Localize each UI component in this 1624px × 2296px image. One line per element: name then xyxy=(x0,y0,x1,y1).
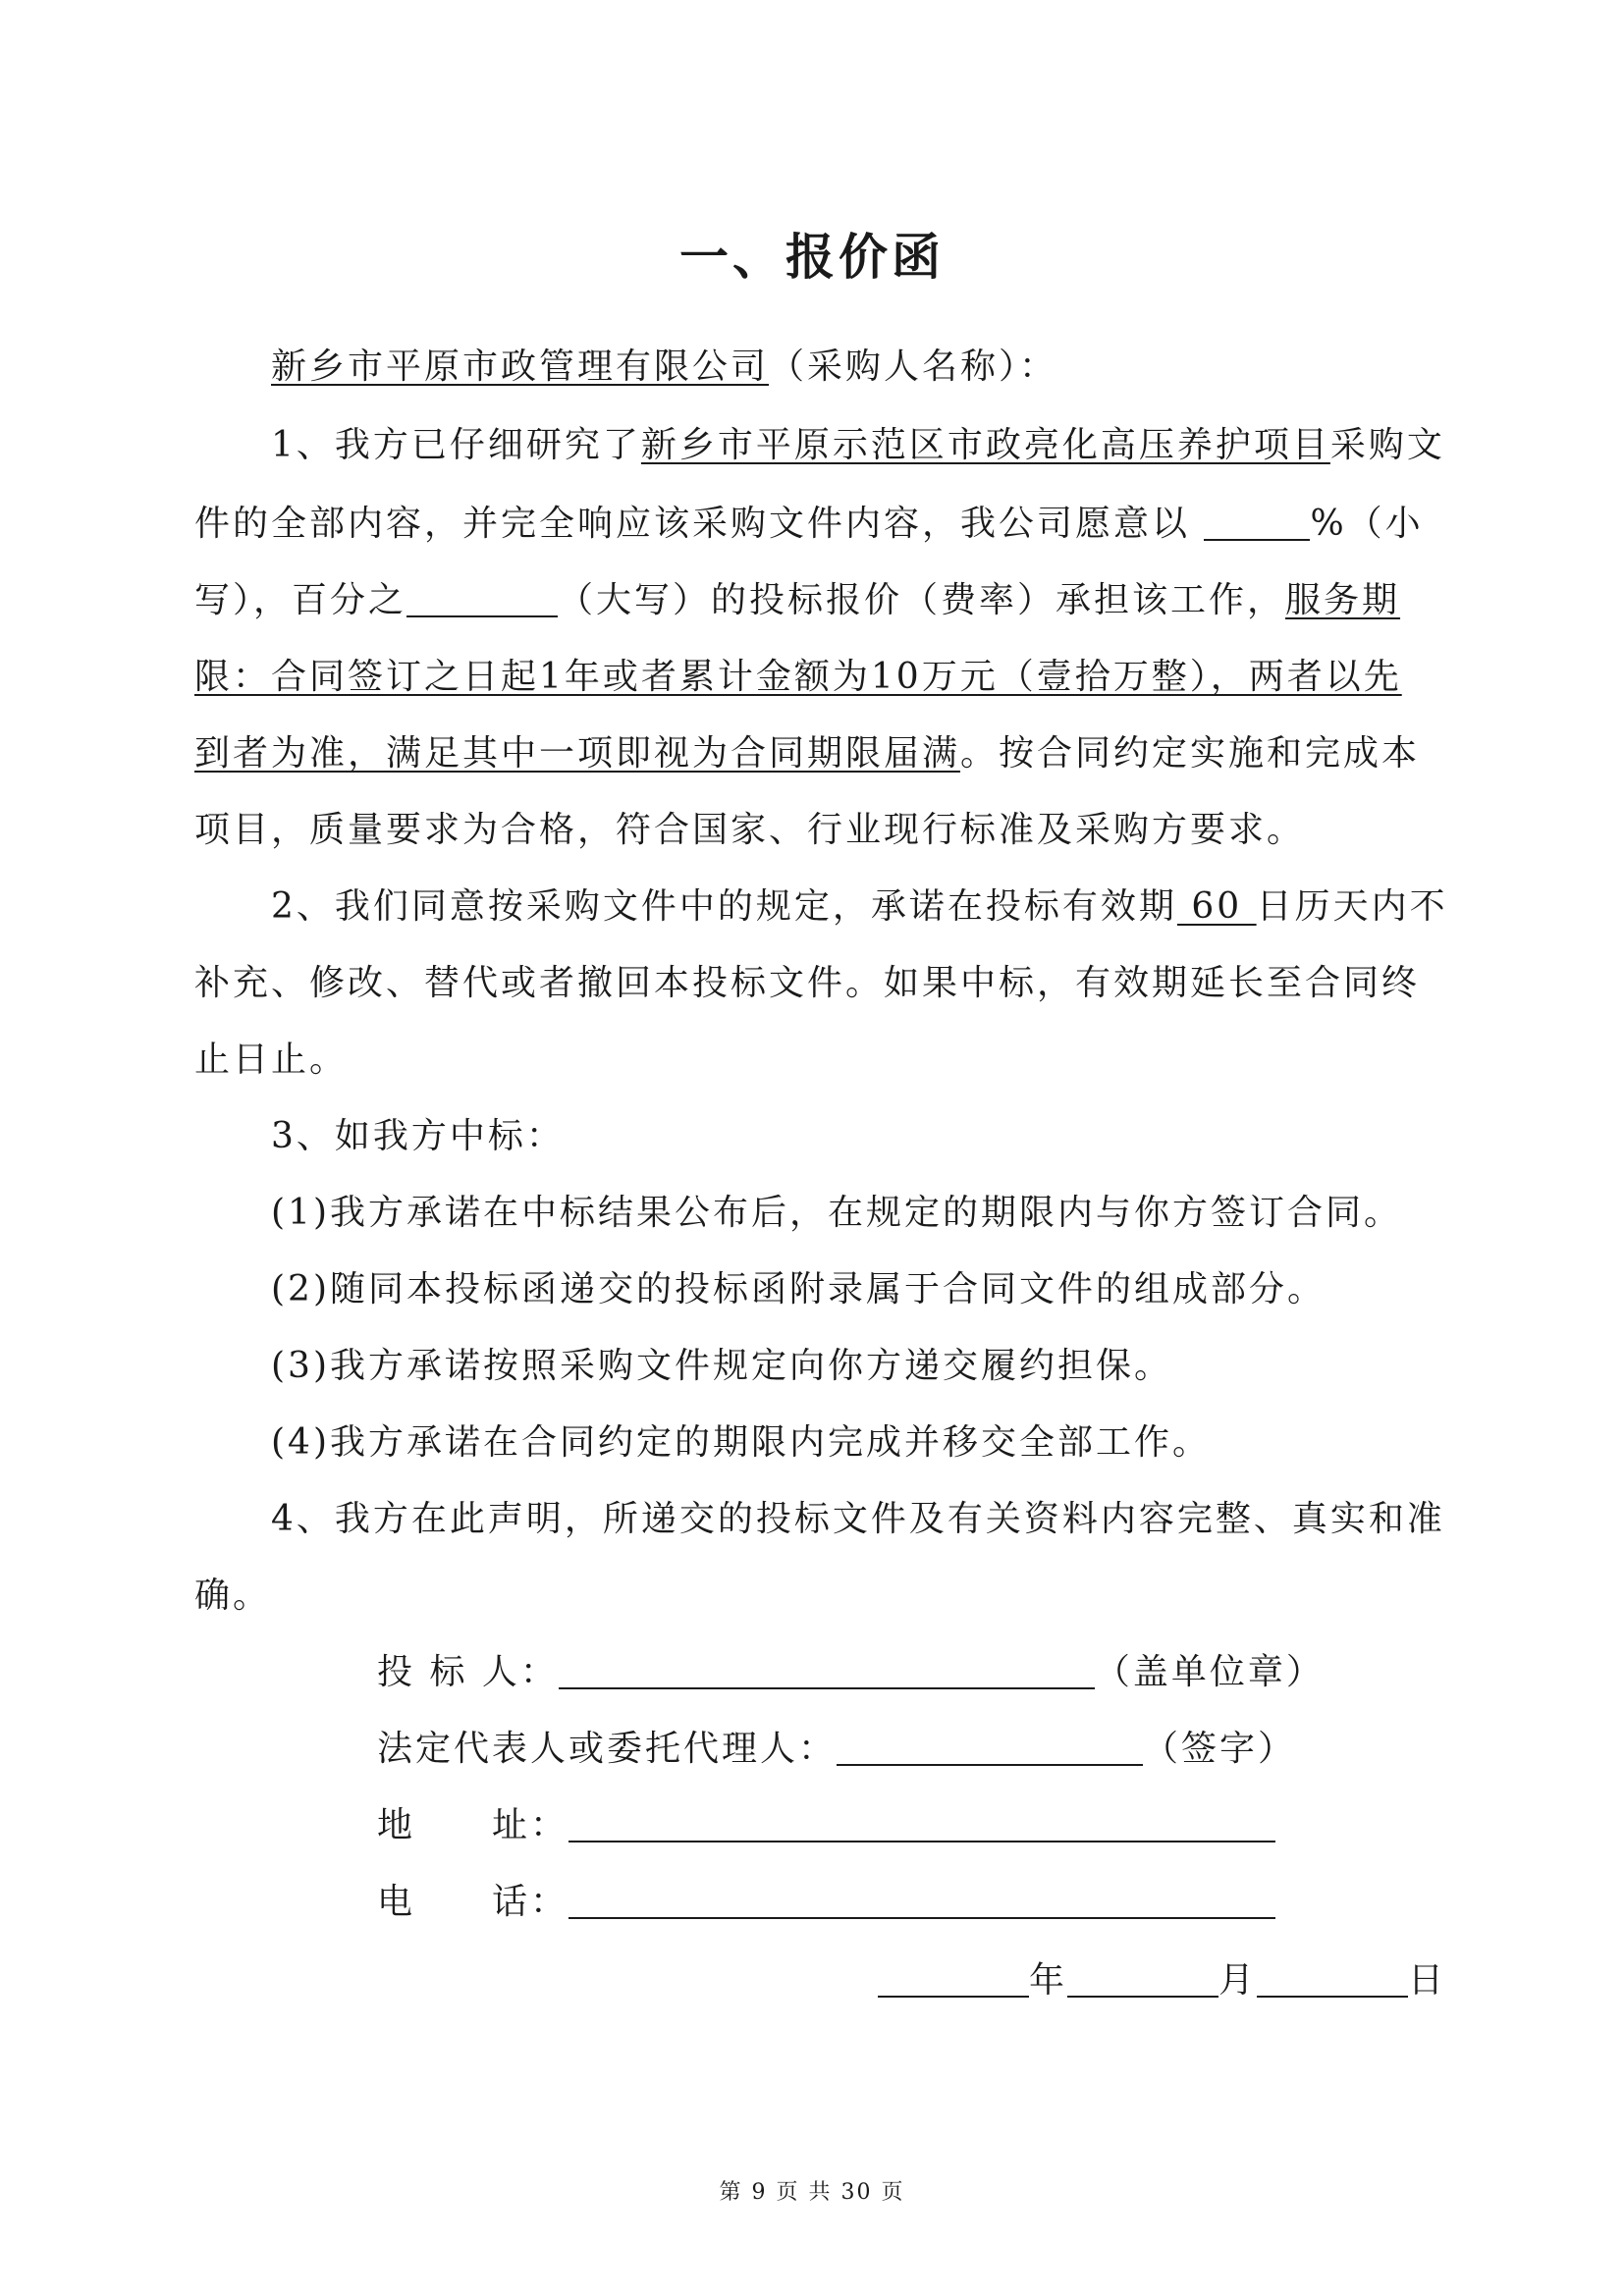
address-line xyxy=(377,1802,1624,1849)
purchaser-name: 新乡市平原市政管理有限公司 xyxy=(271,347,770,387)
phone-blank xyxy=(568,1884,1275,1919)
p3-item-4: (4)我方承诺在合同约定的期限内完成并移交全部工作。 xyxy=(271,1422,1211,1463)
bidder-blank xyxy=(559,1654,1095,1689)
day-blank xyxy=(1257,1962,1408,1998)
representative-blank xyxy=(837,1731,1143,1766)
p1-line-6: 项目，质量要求为合格，符合国家、行业现行标准及采购方要求。 xyxy=(194,810,1306,850)
percent-words-blank xyxy=(406,582,558,617)
p1-text: 件的全部内容，并完全响应该采购文件内容，我公司愿意以 xyxy=(194,504,1191,544)
p2-line-1 xyxy=(271,883,1518,931)
p1-text: 1、我方已仔细研究了 xyxy=(271,425,641,465)
day-label: 日 xyxy=(1408,1960,1447,2001)
p1-line-1 xyxy=(271,422,1518,469)
bidder-line xyxy=(377,1649,1624,1696)
p1-text: %（小 xyxy=(1310,504,1424,544)
p1-line-4: 限：合同签订之日起1年或者累计金额为10万元（壹拾万整），两者以先 xyxy=(194,657,1402,697)
year-blank xyxy=(878,1962,1029,1998)
representative-label: 法定代表人或委托代理人： xyxy=(377,1729,838,1769)
date-line xyxy=(878,1957,1624,2004)
p1-text: 。按合同约定实施和完成本 xyxy=(960,733,1421,774)
p2-line-2: 补充、修改、替代或者撤回本投标文件。如果中标，有效期延长至合同终 xyxy=(194,963,1421,1003)
p2-text: 日历天内不 xyxy=(1256,886,1448,927)
month-label: 月 xyxy=(1218,1960,1258,2001)
p1-text: （大写）的投标报价（费率）承担该工作， xyxy=(558,580,1286,620)
page-title: 一、报价函 xyxy=(679,229,945,286)
p2-text: 2、我们同意按采购文件中的规定，承诺在投标有效期 xyxy=(271,886,1177,927)
p4-line-1: 4、我方在此声明，所递交的投标文件及有关资料内容完整、真实和准 xyxy=(271,1499,1445,1539)
representative-suffix: （签字） xyxy=(1143,1729,1297,1769)
service-period-cont: 到者为准，满足其中一项即视为合同期限届满 xyxy=(194,733,961,774)
p1-line-5 xyxy=(194,730,1441,777)
bidder-suffix: （盖单位章） xyxy=(1094,1652,1325,1692)
representative-line xyxy=(377,1726,1624,1773)
project-name: 新乡市平原示范区市政亮化高压养护项目 xyxy=(640,425,1330,465)
p1-text: 写），百分之 xyxy=(194,580,407,620)
bidder-label: 投 标 人： xyxy=(377,1652,559,1692)
page-footer: 第 9 页 共 30 页 xyxy=(719,2180,905,2205)
address-label: 地 址： xyxy=(377,1805,569,1845)
year-label: 年 xyxy=(1029,1960,1068,2001)
p3-item-1: (1)我方承诺在中标结果公布后，在规定的期限内与你方签订合同。 xyxy=(271,1193,1402,1233)
service-period: 服务期 xyxy=(1285,580,1401,620)
p3-item-2: (2)随同本投标函递交的投标函附录属于合同文件的组成部分。 xyxy=(271,1269,1326,1309)
phone-line xyxy=(377,1879,1624,1926)
p3-item-3: (3)我方承诺按照采购文件规定向你方递交履约担保。 xyxy=(271,1346,1172,1386)
p1-line-2 xyxy=(194,501,1441,548)
month-blank xyxy=(1067,1962,1218,1998)
p1-line-3 xyxy=(194,577,1441,624)
p4-line-2: 确。 xyxy=(194,1575,272,1616)
address-blank xyxy=(568,1807,1275,1842)
p2-line-3: 止日止。 xyxy=(194,1040,349,1080)
p3-heading: 3、如我方中标： xyxy=(271,1116,565,1156)
validity-days: 60 xyxy=(1176,886,1257,927)
phone-label: 电 话： xyxy=(377,1882,569,1922)
addressee-line xyxy=(271,344,1518,391)
percent-blank xyxy=(1204,506,1310,541)
purchaser-suffix: （采购人名称）： xyxy=(769,347,1058,387)
p1-text: 采购文 xyxy=(1329,425,1445,465)
